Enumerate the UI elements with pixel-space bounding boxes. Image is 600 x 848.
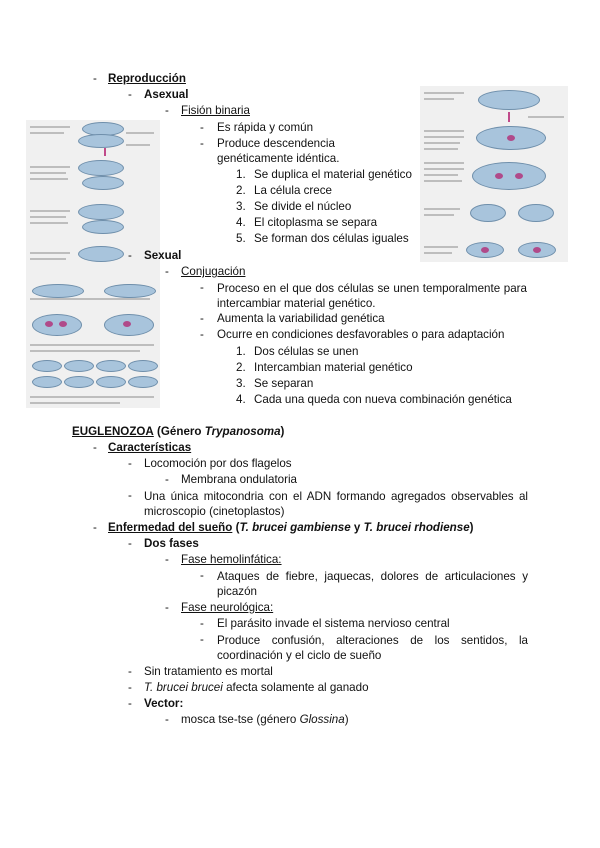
- figure-caption-line: [30, 258, 66, 260]
- figure-caption-line: [30, 126, 70, 128]
- sin-tratamiento-item: Sin tratamiento es mortal: [144, 665, 273, 678]
- enfermedad-heading: [108, 521, 474, 535]
- conjugation-cell: [32, 360, 62, 372]
- conjugacion-item: Proceso en el que dos células se unen temporalmente para intercambiar material genético.: [217, 282, 527, 310]
- figure-arrow: [508, 112, 510, 122]
- fision-step: Se divide el núcleo: [254, 200, 352, 213]
- genus-name: Trypanosoma: [204, 425, 281, 438]
- bullet: -: [128, 537, 132, 550]
- fision-binaria-heading: Fisión binaria: [181, 104, 250, 117]
- figure-caption-line: [30, 166, 70, 168]
- bullet: -: [200, 633, 204, 646]
- figure-caption-line: [424, 162, 464, 164]
- bullet: -: [93, 72, 97, 85]
- dos-fases-heading: Dos fases: [144, 537, 199, 550]
- figure-caption-line: [424, 252, 452, 254]
- figure-caption-line: [30, 132, 64, 134]
- fision-item-continuation: genéticamente idéntica.: [217, 152, 340, 165]
- fission-cell: [518, 204, 554, 222]
- conjugacion-step: Dos células se unen: [254, 345, 359, 358]
- conjugation-cell: [128, 360, 158, 372]
- conjugation-cell: [78, 134, 124, 148]
- conjugation-cell: [78, 204, 124, 220]
- fase-hemolinfatica-heading: Fase hemolinfática:: [181, 553, 282, 566]
- fase-neurologica-item: El parásito invade el sistema nervioso central: [217, 617, 450, 630]
- bullet: -: [93, 441, 97, 454]
- paren-close: ): [469, 521, 474, 534]
- bullet: -: [128, 665, 132, 678]
- step-number: 3.: [236, 377, 246, 390]
- bullet: -: [200, 617, 204, 630]
- fission-cell: [466, 242, 504, 258]
- conjugation-cell: [128, 376, 158, 388]
- conjugacion-step: Cada una queda con nueva combinación genética: [254, 393, 512, 406]
- bullet: -: [200, 328, 204, 341]
- figure-caption-line: [30, 402, 120, 404]
- bullet: -: [128, 489, 132, 502]
- bullet: -: [165, 713, 169, 726]
- figure-caption-line: [424, 92, 464, 94]
- conjugacion-step: Se separan: [254, 377, 314, 390]
- bullet: -: [200, 312, 204, 325]
- brucei-brucei-item: [144, 681, 369, 695]
- bullet: -: [200, 281, 204, 294]
- species-gambiense: T. brucei gambiense: [239, 521, 351, 534]
- figure-caption-line: [424, 174, 458, 176]
- vector-prefix: mosca tse-tse (género: [181, 713, 300, 726]
- figure-caption-line: [126, 144, 150, 146]
- figure-caption-line: [30, 216, 66, 218]
- figure-arrow: [104, 148, 106, 156]
- step-number: 1.: [236, 168, 246, 181]
- step-number: 4.: [236, 393, 246, 406]
- caracteristica-subitem: Membrana ondulatoria: [181, 473, 298, 486]
- bullet: -: [128, 88, 132, 101]
- fission-cell: [478, 90, 540, 110]
- vector-genus: Glossina: [299, 713, 345, 726]
- fision-step: La célula crece: [254, 184, 332, 197]
- figure-caption-line: [30, 172, 66, 174]
- bullet: -: [200, 137, 204, 150]
- fision-step: El citoplasma se separa: [254, 216, 378, 229]
- conjugation-cell: [78, 246, 124, 262]
- figure-caption-line: [424, 246, 458, 248]
- fission-cell: [470, 204, 506, 222]
- conjunction: y: [350, 521, 364, 534]
- bullet: -: [165, 553, 169, 566]
- figure-caption-line: [30, 298, 150, 300]
- conjugation-cell: [32, 284, 84, 298]
- euglenozoa-heading: [72, 425, 284, 439]
- step-number: 1.: [236, 345, 246, 358]
- figure-caption-line: [424, 214, 454, 216]
- bullet: -: [128, 249, 132, 262]
- figure-caption-line: [424, 168, 464, 170]
- figure-caption-line: [424, 148, 458, 150]
- conjugation-cell: [32, 376, 62, 388]
- step-number: 2.: [236, 184, 246, 197]
- fission-cell: [476, 126, 546, 150]
- figure-caption-line: [30, 344, 154, 346]
- conjugation-cell: [96, 376, 126, 388]
- conjugation-cell: [64, 360, 94, 372]
- figure-caption-line: [30, 222, 68, 224]
- fision-item: Produce descendencia: [217, 137, 335, 150]
- conjugation-cell: [82, 176, 124, 190]
- fase-hemolinfatica-item: Ataques de fiebre, jaquecas, dolores de articulaciones y picazón: [217, 570, 528, 598]
- caracteristica-item: Locomoción por dos flagelos: [144, 457, 292, 470]
- bullet: -: [128, 697, 132, 710]
- figure-caption-line: [30, 350, 140, 352]
- figure-caption-line: [30, 178, 68, 180]
- fase-neurologica-item: Produce confusión, alteraciones de los sentidos, la coordinación y el ciclo de sueño: [217, 634, 528, 662]
- bullet: -: [165, 601, 169, 614]
- euglenozoa-title: EUGLENOZOA: [72, 425, 154, 438]
- figure-caption-line: [424, 98, 454, 100]
- figure-caption-line: [528, 116, 564, 118]
- step-number: 3.: [236, 200, 246, 213]
- bullet: -: [165, 265, 169, 278]
- figure-caption-line: [424, 142, 460, 144]
- genus-prefix: (Género: [157, 425, 205, 438]
- conjugation-cell: [78, 160, 124, 176]
- bullet: -: [93, 521, 97, 534]
- conjugation-cell: [82, 220, 124, 234]
- enfermedad-title: Enfermedad del sueño: [108, 521, 233, 534]
- figure-caption-line: [30, 210, 70, 212]
- bullet: -: [128, 457, 132, 470]
- species-rhodiense: T. brucei rhodiense: [363, 521, 470, 534]
- figure-caption-line: [126, 132, 154, 134]
- conjugation-cell: [32, 314, 82, 336]
- genus-suffix: ): [280, 425, 285, 438]
- conjugacion-item: Aumenta la variabilidad genética: [217, 312, 385, 325]
- binary-fission-figure: [420, 86, 568, 262]
- conjugacion-item: Ocurre en condiciones desfavorables o para adaptación: [217, 328, 505, 341]
- fission-cell: [472, 162, 546, 190]
- fision-step: Se forman dos células iguales: [254, 232, 409, 245]
- figure-caption-line: [424, 136, 464, 138]
- asexual-heading: Asexual: [144, 88, 189, 101]
- figure-caption-line: [424, 130, 464, 132]
- fision-item: Es rápida y común: [217, 121, 314, 134]
- vector-suffix: ): [344, 713, 349, 726]
- conjugation-cell: [96, 360, 126, 372]
- bullet: -: [128, 681, 132, 694]
- conjugation-cell: [104, 284, 156, 298]
- step-number: 4.: [236, 216, 246, 229]
- bullet: -: [165, 104, 169, 117]
- figure-caption-line: [30, 396, 154, 398]
- caracteristica-item: Una única mitocondria con el ADN formando agregados observables al microscopio (cinetoplastos): [144, 490, 528, 518]
- vector-heading: Vector:: [144, 697, 184, 710]
- bullet: -: [165, 473, 169, 486]
- fase-neurologica-heading: Fase neurológica:: [181, 601, 274, 614]
- vector-item: [181, 713, 349, 727]
- sexual-heading: Sexual: [144, 249, 182, 262]
- figure-caption-line: [30, 252, 70, 254]
- figure-caption-line: [424, 180, 462, 182]
- bullet: -: [200, 569, 204, 582]
- step-number: 2.: [236, 361, 246, 374]
- brucei-brucei-text: afecta solamente al ganado: [222, 681, 369, 694]
- fision-step: Se duplica el material genético: [254, 168, 412, 181]
- figure-caption-line: [424, 208, 460, 210]
- conjugation-cell: [64, 376, 94, 388]
- caracteristicas-heading: Características: [108, 441, 192, 454]
- conjugation-cell: [104, 314, 154, 336]
- conjugacion-step: Intercambian material genético: [254, 361, 413, 374]
- paren-open: (: [232, 521, 240, 534]
- reproduccion-heading: Reproducción: [108, 72, 186, 85]
- conjugacion-heading: Conjugación: [181, 265, 246, 278]
- step-number: 5.: [236, 232, 246, 245]
- species-brucei-brucei: T. brucei brucei: [144, 681, 223, 694]
- conjugation-figure: [26, 120, 160, 408]
- bullet: -: [200, 121, 204, 134]
- fission-cell: [518, 242, 556, 258]
